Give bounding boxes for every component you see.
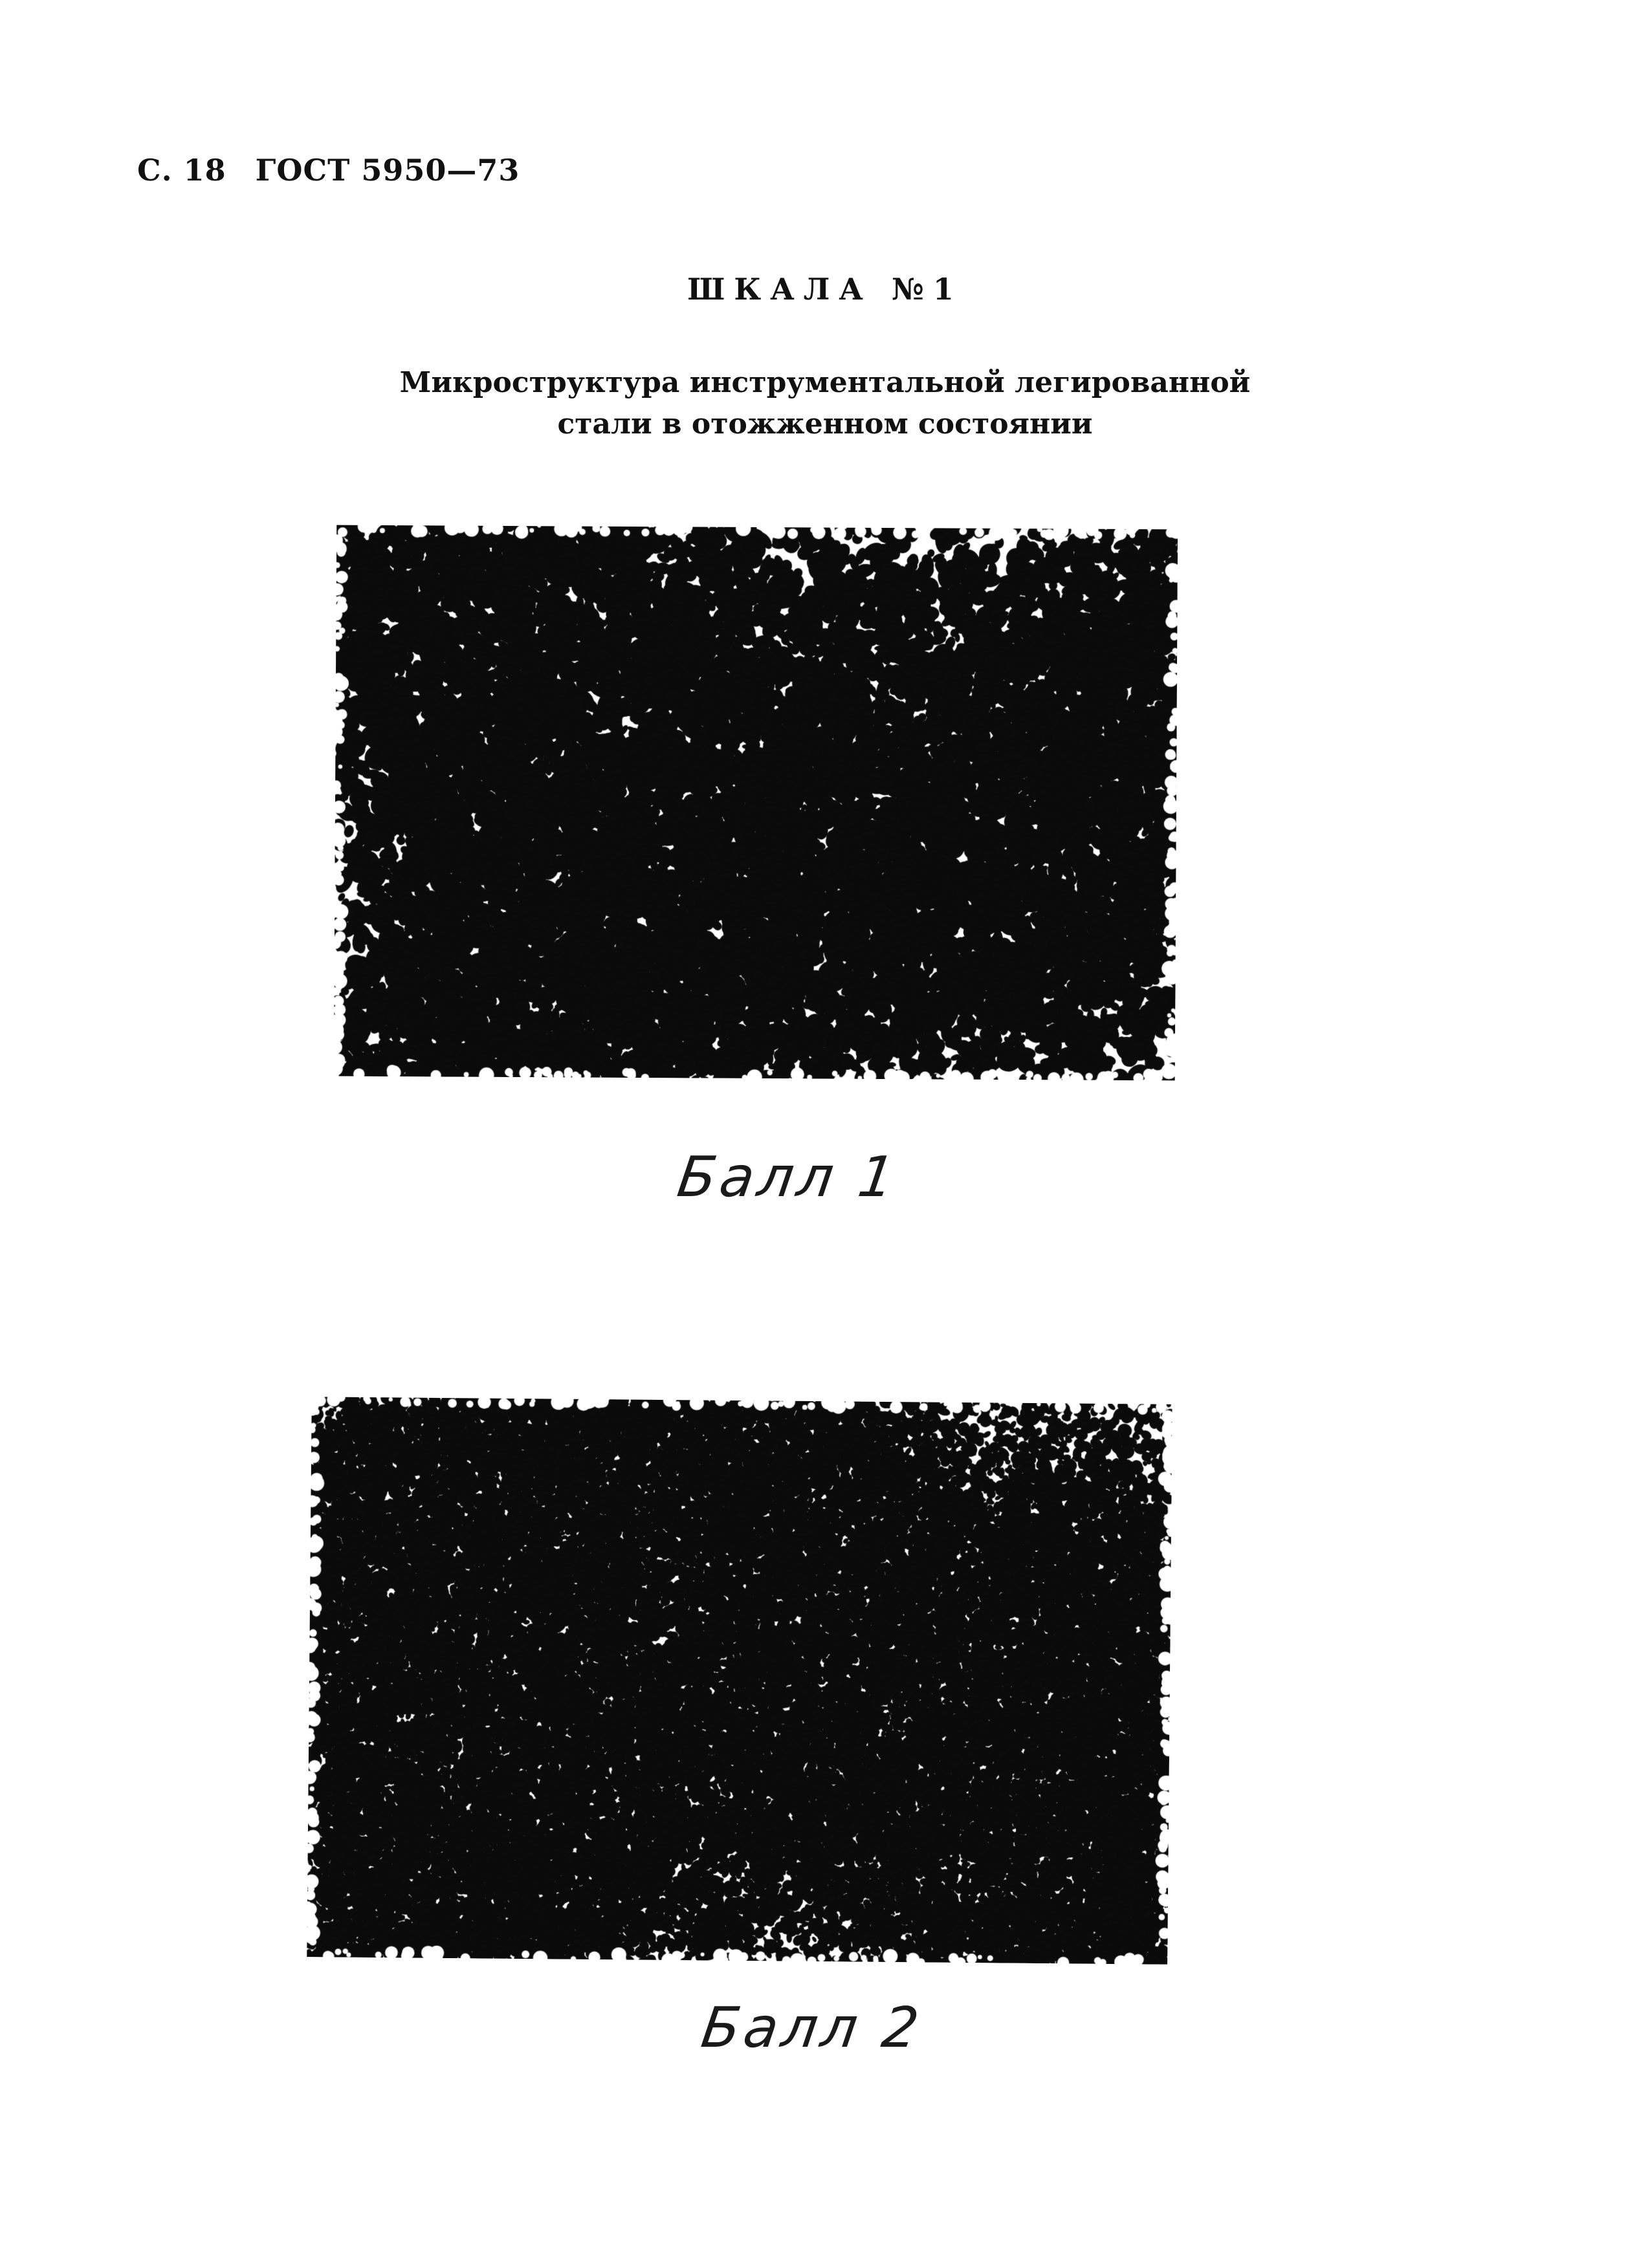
micrograph-grade-1 [334,525,1178,1081]
caption-line-1: Микроструктура инструментальной легированной [399,366,1251,399]
micrograph-image-grade-2 [307,1397,1172,1965]
scale-title: ШКАЛА №1 [687,272,963,307]
standard-designation: ГОСТ 5950—73 [255,153,520,188]
figure-caption [0,362,1650,445]
grade-label-1: Балл 1 [673,1145,903,1210]
page-number: С. 18 [137,153,226,188]
caption-line-2: стали в отожженном состоянии [557,408,1093,441]
micrograph-image-grade-1 [334,525,1178,1081]
page-header [137,153,520,188]
micrograph-grade-2 [307,1397,1172,1965]
grade-label-2: Балл 2 [697,1996,927,2060]
